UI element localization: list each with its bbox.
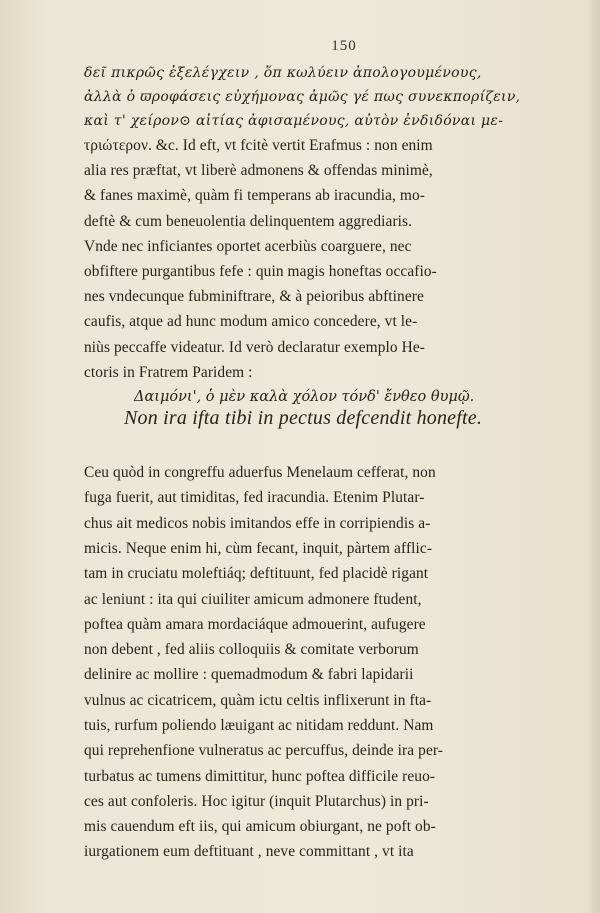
text-line: iurgationem eum deftituant , neve committant , vt ita — [84, 843, 414, 861]
text-line: delinire ac mollire : quemadmodum & fabri lapidarii — [84, 666, 414, 684]
second-paragraph — [84, 460, 564, 865]
text-line: poftea quàm amara mordaciáque admouerint, aufugere — [84, 615, 426, 633]
text-line: caufis, atque ad hunc modum amico concedere, vt le- — [84, 313, 418, 331]
text-line: niùs peccaffe videatur. Id verò declaratur exemplo He- — [84, 338, 425, 356]
text-line: obfiftere purgantibus fefe : quin magis honeftas occafio- — [84, 263, 437, 281]
text-line: τριώτερον. &c. Id eft, vt fcitè vertit Erafmus : non enim — [84, 137, 433, 154]
text-line: chus ait medicos nobis imitandos effe in corripiendis a- — [84, 514, 431, 532]
verse-quote-greek: Δαιμόνι', ὁ μὲν καλὰ χόλον τόνδ' ἔνθεο θυμῷ. — [134, 389, 475, 406]
text-line: tam in cruciatu moleftiáq; deftituunt, fed placidè rigant — [84, 565, 429, 583]
text-line: mis cauendum eft iis, qui amicum obiurgant, ne poft ob- — [84, 818, 436, 836]
text-line: fuga fuerit, aut timiditas, fed iracundia. Etenim Plutar- — [84, 489, 425, 507]
text-line: ac leniunt : ita qui ciuiliter amicum admonere ftudent, — [84, 590, 422, 608]
text-line: qui reprehenfione vulneratus ac percuffus, deinde ira per- — [84, 742, 444, 760]
text-line: non debent , fed aliis colloquiis & comitate verborum — [84, 641, 419, 659]
page-number: 150 — [331, 38, 357, 54]
verse-quote-latin: Non ira ifta tibi in pectus defcendit honefte. — [124, 407, 483, 430]
text-line: turbatus ac tumens dimittitur, hunc poftea difficile reuo- — [84, 767, 436, 785]
page-gutter-shadow — [586, 0, 600, 913]
text-line: nes vndecunque fubminiftrare, & à peioribus abftinere — [84, 288, 424, 306]
text-line: Ceu quòd in congreffu aduerfus Menelaum cefferat, non — [84, 464, 436, 482]
text-line: Vnde nec inficiantes oportet acerbiùs coarguere, nec — [84, 237, 412, 255]
text-line: tuis, rurfum poliendo læuigant ac nitidam reddunt. Nam — [84, 717, 434, 734]
greek-line: καὶ τ' χείρον⊙ αἰτίας ἀφισαμένους, αὐτὸν ἐνδιδόναι με- — [84, 113, 504, 129]
text-line: micis. Neque enim hi, cùm fecant, inquit, pàrtem afflic- — [84, 539, 433, 557]
latin-paragraph — [84, 133, 564, 385]
text-line: deftè & cum beneuolentia delinquentem aggrediaris. — [84, 212, 413, 230]
text-line: alia res præftat, vt liberè admonens & offendas minimè, — [84, 162, 433, 180]
greek-passage — [84, 61, 564, 133]
text-line: & fanes maximè, quàm fi temperans ab iracundia, mo- — [84, 187, 426, 205]
text-line: ces aut confoleris. Hoc igitur (inquit Plutarchus) in pri- — [84, 792, 429, 810]
greek-line: δεῖ πικρῶς ἐξελέγχειν , ὅπ κωλύειν ἀπολογουμένους, — [84, 65, 482, 81]
text-line: ctoris in Fratrem Paridem : — [84, 363, 253, 381]
greek-line: ἀλλὰ ὁ ϖροφάσεις εὐχήμονας ἁμῶς γέ πως συνεκπορίζειν, — [84, 89, 521, 105]
text-line: vulnus ac cicatricem, quàm ictu celtis inflixerunt in fta- — [84, 691, 432, 709]
